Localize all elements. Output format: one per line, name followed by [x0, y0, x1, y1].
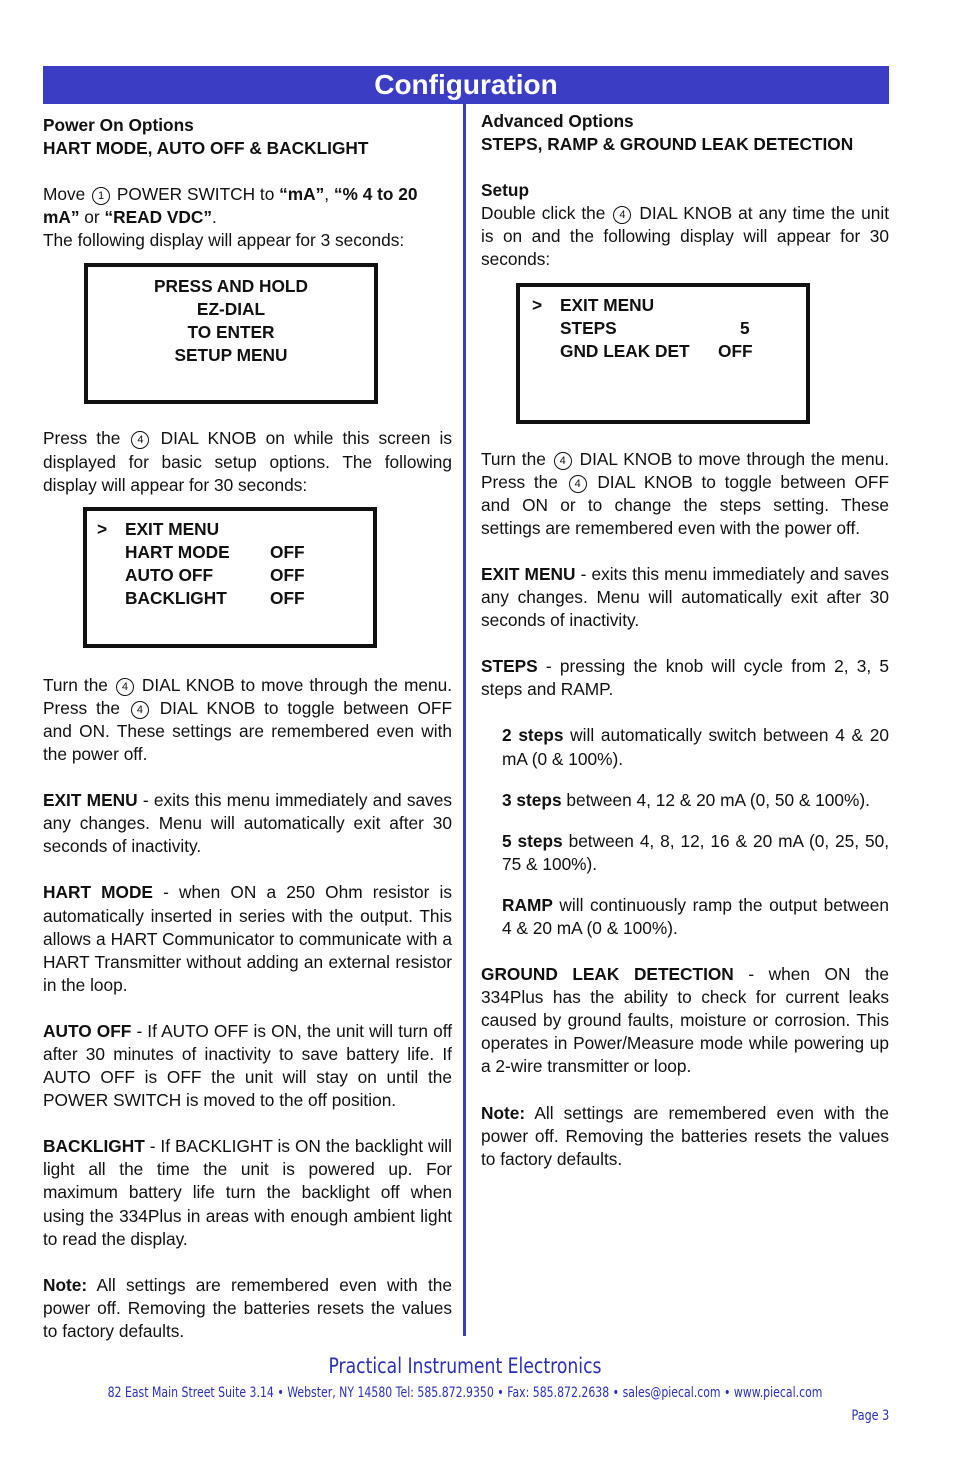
power-on-heading: Power On Options — [43, 115, 194, 135]
lcd-menu-row: AUTO OFF OFF — [125, 564, 305, 585]
lcd-line: TO ENTER — [187, 322, 275, 343]
three-steps-desc: 3 steps between 4, 12 & 20 mA (0, 50 & 100%). — [502, 789, 870, 810]
column-divider — [463, 104, 466, 1336]
dial-knob-number-icon: 4 — [131, 431, 149, 449]
five-steps-desc: 5 steps between 4, 8, 12, 16 & 20 mA (0, 25, 50, 75 & 100%). — [502, 830, 889, 874]
page-number: Page 3 — [851, 1408, 889, 1424]
dial-knob-number-icon: 4 — [554, 452, 572, 470]
lcd-menu-row: > EXIT MENU — [532, 294, 655, 315]
lcd-menu-row: STEPS 5 — [560, 317, 750, 338]
dial-knob-number-icon: 4 — [569, 475, 587, 493]
turn-dial-text: Turn the 4 DIAL KNOB to move through the menu. Press the 4 DIAL KNOB to toggle between OFF and ON. These settings are remembered even with the power off. — [43, 674, 452, 765]
lcd-menu-row: > EXIT MENU — [97, 518, 220, 539]
ground-leak-desc: GROUND LEAK DETECTION - when ON the 334Plus has the ability to check for current leaks caused by ground faults, moisture or corrosion. This operates in Power/Measure mode while powering up a 2-wire transmitter or loop. — [481, 964, 890, 1077]
lcd-menu-row: GND LEAK DET OFF — [560, 340, 753, 361]
dial-knob-number-icon: 4 — [116, 678, 134, 696]
advanced-heading: Advanced Options — [481, 111, 634, 131]
backlight-desc: BACKLIGHT - If BACKLIGHT is ON the backlight will light all the time the unit is powered up. For maximum battery life turn the backlight off when using the 334Plus in areas with enough ambient light to read the display. — [43, 1136, 452, 1249]
right-column — [481, 110, 889, 1171]
lcd-line: SETUP MENU — [174, 345, 288, 366]
lcd-basic-menu — [83, 507, 377, 648]
lcd-advanced-menu — [516, 283, 810, 424]
steps-desc: STEPS - pressing the knob will cycle from 2, 3, 5 steps and RAMP. — [481, 656, 889, 700]
hart-mode-desc: HART MODE - when ON a 250 Ohm resistor is automatically inserted in series with the output. This allows a HART Communicator to communicate with a HART Transmitter without adding an external resistor in the loop. — [43, 882, 452, 995]
dial-knob-number-icon: 4 — [613, 206, 631, 224]
left-column — [43, 114, 452, 1343]
note-text: Note: All settings are remembered even with the power off. Removing the batteries resets the values to factory defaults. — [481, 1102, 889, 1169]
lcd-line: PRESS AND HOLD — [154, 276, 308, 297]
exit-menu-desc: EXIT MENU - exits this menu immediately and saves any changes. Menu will automatically exit after 30 seconds of inactivity. — [481, 563, 889, 631]
press-dial-text: Press the 4 DIAL KNOB on while this screen is displayed for basic setup options. The following display will appear for 30 seconds: — [43, 428, 452, 495]
company-contact: 82 East Main Street Suite 3.14 • Webster, NY 14580 Tel: 585.872.9350 • Fax: 585.872.2638 • sales@piecal.com • www.piecal.com — [107, 1385, 823, 1401]
note-text: Note: All settings are remembered even with the power off. Removing the batteries resets the values to factory defaults. — [43, 1274, 452, 1341]
advanced-subheading: STEPS, RAMP & GROUND LEAK DETECTION — [481, 134, 854, 155]
power-switch-number-icon: 1 — [92, 187, 110, 205]
ramp-desc: RAMP will continuously ramp the output between 4 & 20 mA (0 & 100%). — [502, 894, 889, 938]
section-title: Configuration — [43, 66, 889, 104]
lcd-press-and-hold — [84, 263, 378, 404]
lcd-menu-row: HART MODE OFF — [125, 541, 305, 562]
lcd-line: EZ-DIAL — [196, 299, 266, 320]
move-switch-text: Move 1 POWER SWITCH to “mA”, “% 4 to 20 mA” or “READ VDC”. — [43, 184, 418, 228]
power-on-subheading: HART MODE, AUTO OFF & BACKLIGHT — [43, 138, 369, 159]
setup-heading: Setup — [481, 180, 530, 201]
two-steps-desc: 2 steps will automatically switch between 4 & 20 mA (0 & 100%). — [502, 725, 889, 769]
double-click-text: Double click the 4 DIAL KNOB at any time the unit is on and the following display will appear for 30 seconds: — [481, 203, 890, 270]
auto-off-desc: AUTO OFF - If AUTO OFF is ON, the unit will turn off after 30 minutes of inactivity to save battery life. If AUTO OFF is OFF the unit will stay on until the POWER SWITCH is moved to the off position. — [43, 1020, 452, 1111]
company-name: Practical Instrument Electronics — [328, 1354, 602, 1378]
display-3s-text: The following display will appear for 3 seconds: — [43, 230, 405, 251]
dial-knob-number-icon: 4 — [131, 701, 149, 719]
exit-menu-desc: EXIT MENU - exits this menu immediately and saves any changes. Menu will automatically exit after 30 seconds of inactivity. — [43, 790, 452, 857]
lcd-menu-row: BACKLIGHT OFF — [125, 587, 305, 608]
turn-dial-text: Turn the 4 DIAL KNOB to move through the menu. Press the 4 DIAL KNOB to toggle between OFF and ON or to change the steps setting. These settings are remembered even with the power off. — [481, 448, 889, 538]
